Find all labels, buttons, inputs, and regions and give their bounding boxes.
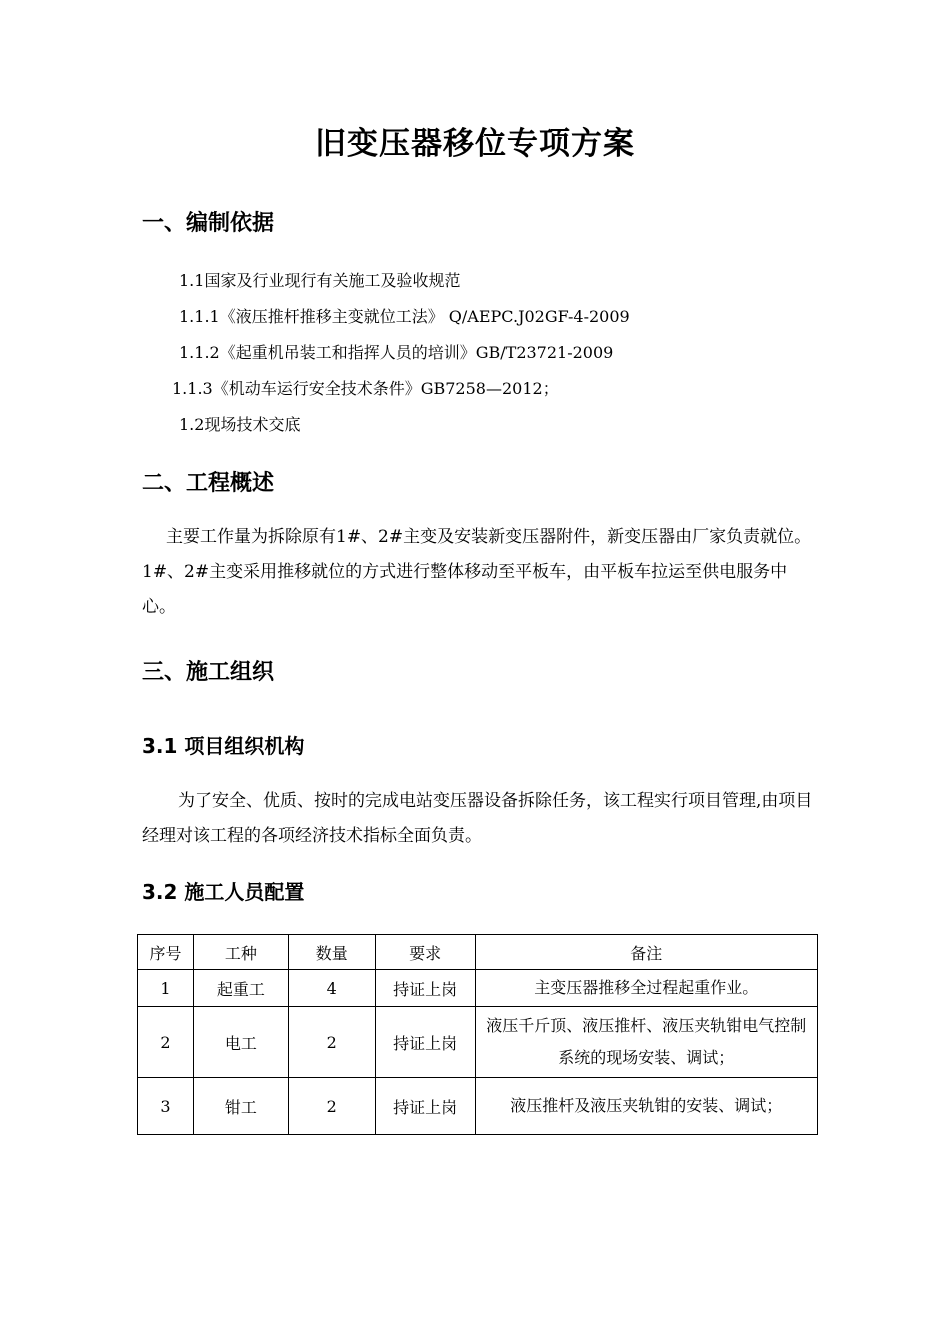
reference-item: 1.2现场技术交底 <box>179 415 301 434</box>
table-row <box>138 1078 818 1135</box>
reference-item: 1.1.3《机动车运行安全技术条件》GB7258—2012； <box>172 379 559 398</box>
subsection-heading-staffing: 3.2 施工人员配置 <box>142 880 305 904</box>
header-cell: 序号 <box>138 935 194 970</box>
section-heading-organization: 三、施工组织 <box>142 660 275 685</box>
table-header-row <box>138 935 818 970</box>
overview-text: 主要工作量为拆除原有1#、2#主变及安装新变压器附件，新变压器由厂家负责就位。1#、2#主变采用推移就位的方式进行整体移动至平板车，由平板车拉运至供电服务中心。 <box>142 527 812 617</box>
header-cell: 备注 <box>475 935 818 970</box>
table-cell: 起重工 <box>193 970 288 1007</box>
table-cell: 钳工 <box>193 1078 288 1135</box>
section-heading-basis: 一、编制依据 <box>142 211 275 236</box>
structure-paragraph <box>142 784 818 854</box>
table-cell: 2 <box>288 1007 375 1078</box>
table-cell: 主变压器推移全过程起重作业。 <box>475 970 818 1007</box>
section-heading-overview: 二、工程概述 <box>142 471 275 496</box>
staffing-table <box>137 934 818 1135</box>
reference-item: 1.1.1《液压推杆推移主变就位工法》 Q/AEPC.J02GF-4-2009 <box>179 307 630 326</box>
table-cell: 2 <box>288 1078 375 1135</box>
table-cell: 电工 <box>193 1007 288 1078</box>
table-cell: 2 <box>138 1007 194 1078</box>
header-cell: 工种 <box>193 935 288 970</box>
table-cell: 持证上岗 <box>375 1078 475 1135</box>
table-cell: 持证上岗 <box>375 1007 475 1078</box>
table-cell: 3 <box>138 1078 194 1135</box>
table-cell: 持证上岗 <box>375 970 475 1007</box>
table-row <box>138 1007 818 1078</box>
table-cell: 1 <box>138 970 194 1007</box>
reference-item: 1.1.2《起重机吊装工和指挥人员的培训》GB/T23721-2009 <box>179 343 614 362</box>
header-cell: 要求 <box>375 935 475 970</box>
overview-paragraph <box>142 520 818 625</box>
table-row <box>138 970 818 1007</box>
document-title: 旧变压器移位专项方案 <box>315 126 635 162</box>
subsection-heading-structure: 3.1 项目组织机构 <box>142 734 305 758</box>
reference-item: 1.1国家及行业现行有关施工及验收规范 <box>179 271 461 290</box>
table-cell: 液压千斤顶、液压推杆、液压夹轨钳电气控制系统的现场安装、调试； <box>475 1007 818 1078</box>
table-cell: 4 <box>288 970 375 1007</box>
header-cell: 数量 <box>288 935 375 970</box>
structure-text: 为了安全、优质、按时的完成电站变压器设备拆除任务，该工程实行项目管理,由项目经理对该工程的各项经济技术指标全面负责。 <box>142 791 813 846</box>
table-cell: 液压推杆及液压夹轨钳的安装、调试； <box>475 1078 818 1135</box>
